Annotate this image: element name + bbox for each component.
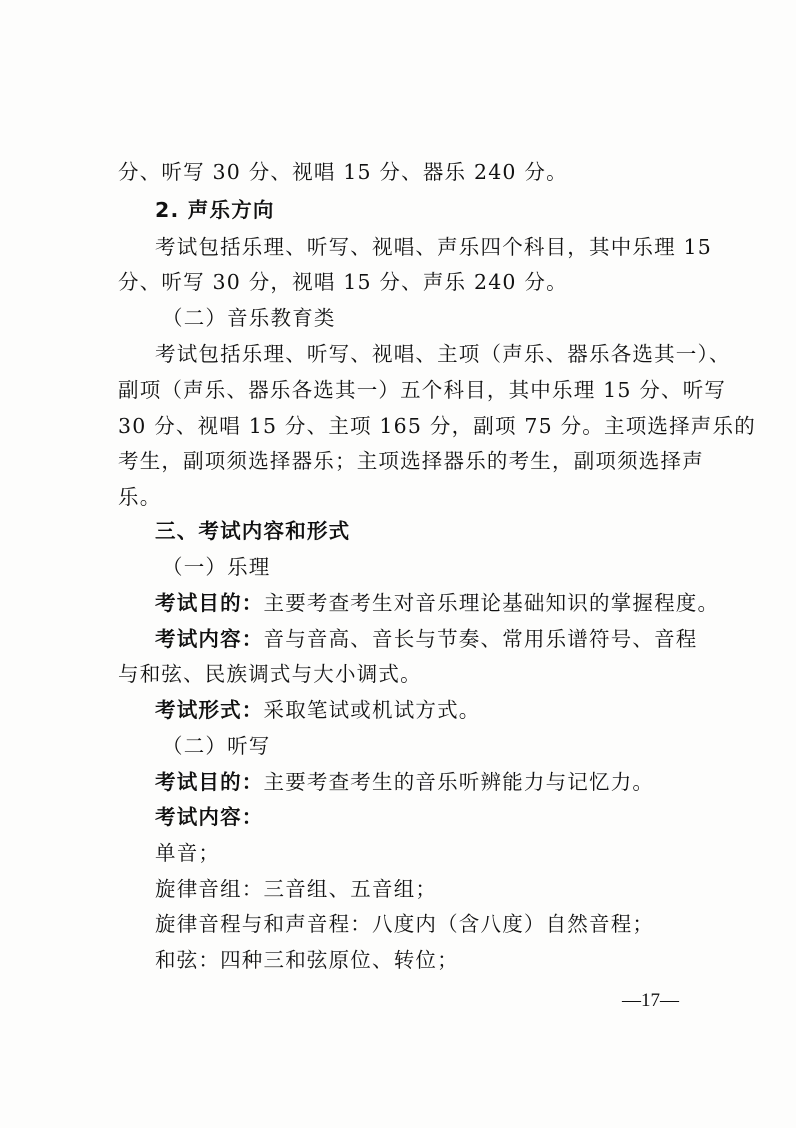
purpose-label: 考试目的：: [155, 770, 264, 794]
section-heading: （二）听写: [162, 734, 271, 758]
paragraph-line: 分、听写 30 分、视唱 15 分、器乐 240 分。: [118, 160, 568, 184]
section-heading: （一）乐理: [162, 555, 271, 579]
paragraph-line: 与和弦、民族调式与大小调式。: [118, 662, 422, 686]
list-item: 旋律音组：三音组、五音组；: [155, 877, 438, 901]
content-label: 考试内容：: [155, 627, 264, 651]
purpose-text: 主要考查考生对音乐理论基础知识的掌握程度。: [263, 591, 720, 615]
paragraph-line: 乐。: [118, 485, 162, 509]
yueli-content: [155, 625, 698, 653]
purpose-label: 考试目的：: [155, 591, 264, 615]
tingxie-purpose: [155, 768, 654, 796]
subsection-heading: 2. 声乐方向: [155, 198, 275, 222]
list-item: 和弦：四种三和弦原位、转位；: [155, 948, 459, 972]
form-label: 考试形式：: [155, 698, 264, 722]
yueli-purpose: [155, 589, 719, 617]
paragraph-line: 考生，副项须选择器乐；主项选择器乐的考生，副项须选择声: [118, 449, 704, 473]
page-number: —17—: [622, 990, 679, 1011]
purpose-text: 主要考查考生的音乐听辨能力与记忆力。: [263, 770, 655, 794]
section-heading: （二）音乐教育类: [162, 306, 336, 330]
paragraph-line: 考试包括乐理、听写、视唱、声乐四个科目，其中乐理 15: [155, 235, 713, 259]
paragraph-line: 副项（声乐、器乐各选其一）五个科目，其中乐理 15 分、听写: [118, 378, 727, 402]
content-text: 音与音高、音长与节奏、常用乐谱符号、音程: [263, 627, 698, 651]
list-item: 旋律音程与和声音程：八度内（含八度）自然音程；: [155, 912, 655, 936]
list-item: 单音；: [155, 841, 221, 865]
paragraph-line: 考试包括乐理、听写、视唱、主项（声乐、器乐各选其一）、: [155, 342, 731, 366]
paragraph-line: 30 分、视唱 15 分、主项 165 分，副项 75 分。主项选择声乐的: [118, 414, 756, 438]
yueli-form: [155, 696, 481, 724]
form-text: 采取笔试或机试方式。: [263, 698, 481, 722]
content-label: 考试内容：: [155, 805, 264, 829]
paragraph-line: 分、听写 30 分，视唱 15 分、声乐 240 分。: [118, 270, 568, 294]
chapter-heading: 三、考试内容和形式: [155, 519, 351, 543]
